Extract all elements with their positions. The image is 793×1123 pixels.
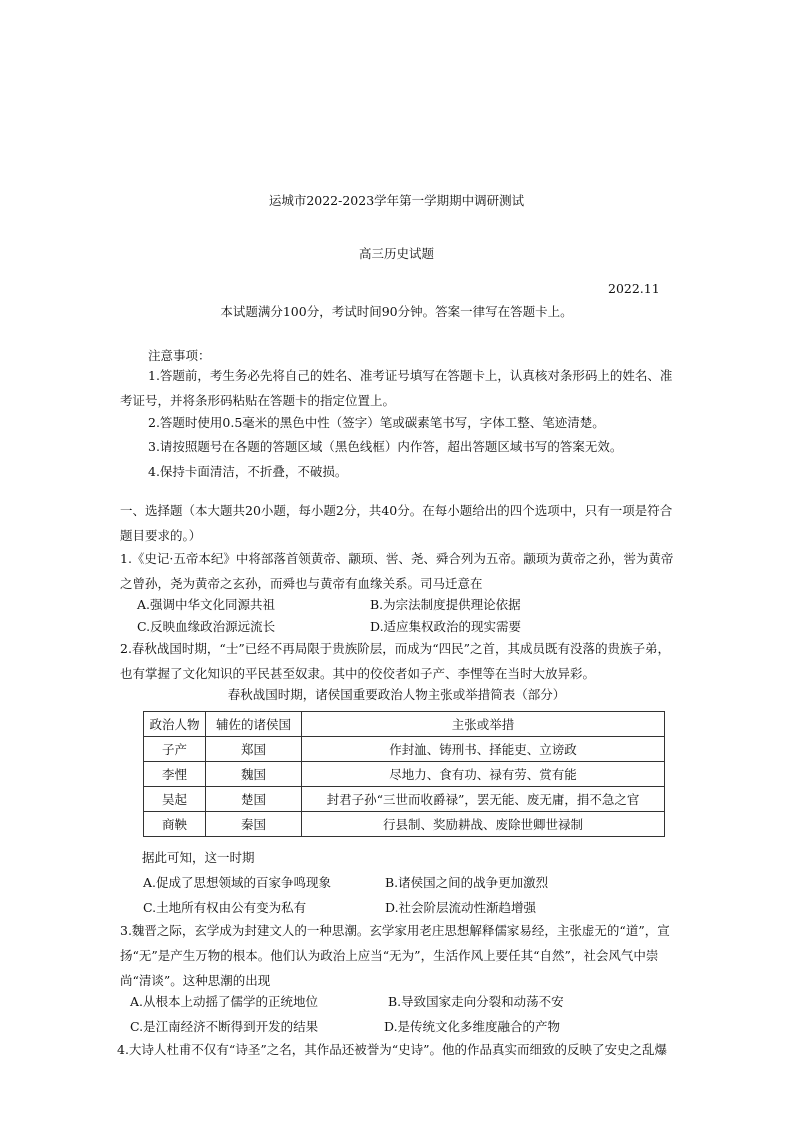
notes-heading: 注意事项：: [148, 348, 211, 363]
question-2-option-c: C.土地所有权由公有变为私有: [143, 900, 307, 915]
question-3-option-a: A.从根本上动摇了儒学的正统地位: [130, 994, 319, 1009]
note-item-4: 4.保持卡面清洁，不折叠，不破损。: [148, 464, 348, 479]
table-cell: 封君子孙“三世而收爵禄”，罢无能、废无庸，捐不急之官: [302, 787, 665, 812]
table-caption: 春秋战国时期，诸侯国重要政治人物主张或举措简表（部分）: [227, 687, 566, 702]
table-row: [144, 762, 665, 787]
question-2-stem: 2.春秋战国时期，“士”已经不再局限于贵族阶层，而成为“四民”之首，其成员既有没落的贵族子弟，也有掌握了文化知识的平民甚至奴隶。其中的佼佼者如子产、李悝等在当时大放异彩。: [120, 641, 670, 681]
question-2-followup: 据此可知，这一时期: [142, 850, 255, 865]
table-cell: 李悝: [144, 762, 206, 787]
question-1-option-c: C.反映血缘政治源远流长: [137, 619, 276, 634]
question-3-option-c: C.是江南经济不断得到开发的结果: [130, 1019, 319, 1034]
table-cell: 行县制、奖励耕战、废除世卿世禄制: [302, 812, 665, 837]
table-cell: 魏国: [206, 762, 302, 787]
question-4-stem: 4.大诗人杜甫不仅有“诗圣”之名，其作品还被誉为“史诗”。他的作品真实而细致的反映了安史之乱爆: [117, 1042, 667, 1057]
table-header-row: [144, 712, 665, 737]
question-3-option-d: D.是传统文化多维度融合的产物: [384, 1019, 561, 1034]
table-cell: 郑国: [206, 737, 302, 762]
note-item-2: 2.答题时使用0.5毫米的黑色中性（签字）笔或碳素笔书写，字体工整、笔迹清楚。: [148, 415, 605, 430]
question-1-option-b: B.为宗法制度提供理论依据: [370, 597, 521, 612]
exam-title: 运城市2022-2023学年第一学期期中调研测试: [268, 193, 525, 208]
question-1-option-d: D.适应集权政治的现实需要: [370, 619, 522, 634]
table-header-cell: 政治人物: [144, 712, 206, 737]
table-cell: 秦国: [206, 812, 302, 837]
question-3-stem: 3.魏晋之际，玄学成为封建文人的一种思潮。玄学家用老庄思想解释儒家易经，主张虚无的“道”，宣扬“无”是产生万物的根本。他们认为政治上应当“无为”，生活作风上要任其“自然”，社会风气中崇尚“清谈”。这种思潮的出现: [120, 923, 670, 988]
table-cell: 吴起: [144, 787, 206, 812]
table-cell: 尽地力、食有功、禄有劳、赏有能: [302, 762, 665, 787]
question-2-option-d: D.社会阶层流动性渐趋增强: [385, 900, 537, 915]
table-header-cell: 辅佐的诸侯国: [206, 712, 302, 737]
question-2-option-b: B.诸侯国之间的战争更加激烈: [385, 875, 549, 890]
question-3-option-b: B.导致国家走向分裂和动荡不安: [388, 994, 564, 1009]
table-row: [144, 787, 665, 812]
note-item-1: 1.答题前，考生务必先将自己的姓名、准考证号填写在答题卡上，认真核对条形码上的姓名、准考证号，并将条形码粘贴在答题卡的指定位置上。: [120, 368, 673, 408]
exam-intro: 本试题满分100分，考试时间90分钟。答案一律写在答题卡上。: [220, 304, 573, 319]
table-row: [144, 737, 665, 762]
table-header-cell: 主张或举措: [302, 712, 665, 737]
table-cell: 楚国: [206, 787, 302, 812]
question-1-stem: 1.《史记·五帝本纪》中将部落首领黄帝、颛顼、喾、尧、舜合列为五帝。颛顼为黄帝之孙，喾为黄帝之曾孙，尧为黄帝之玄孙，而舜也与黄帝有血缘关系。司马迁意在: [120, 551, 674, 591]
subject-title: 高三历史试题: [358, 246, 434, 261]
table-cell: 子产: [144, 737, 206, 762]
question-1-option-a: A.强调中华文化同源共祖: [137, 597, 276, 612]
table-cell: 商鞅: [144, 812, 206, 837]
table-cell: 作封洫、铸刑书、择能吏、立谤政: [302, 737, 665, 762]
table-row: [144, 812, 665, 837]
section-instruction: 一、选择题（本大题共20小题，每小题2分，共40分。在每小题给出的四个选项中，只有一项是符合题目要求的。）: [120, 503, 673, 543]
question-2-option-a: A.促成了思想领域的百家争鸣现象: [143, 875, 332, 890]
exam-date: 2022.11: [608, 281, 660, 296]
note-item-3: 3.请按照题号在各题的答题区域（黑色线框）内作答，超出答题区域书写的答案无效。: [148, 439, 623, 454]
policy-table: [143, 711, 665, 837]
